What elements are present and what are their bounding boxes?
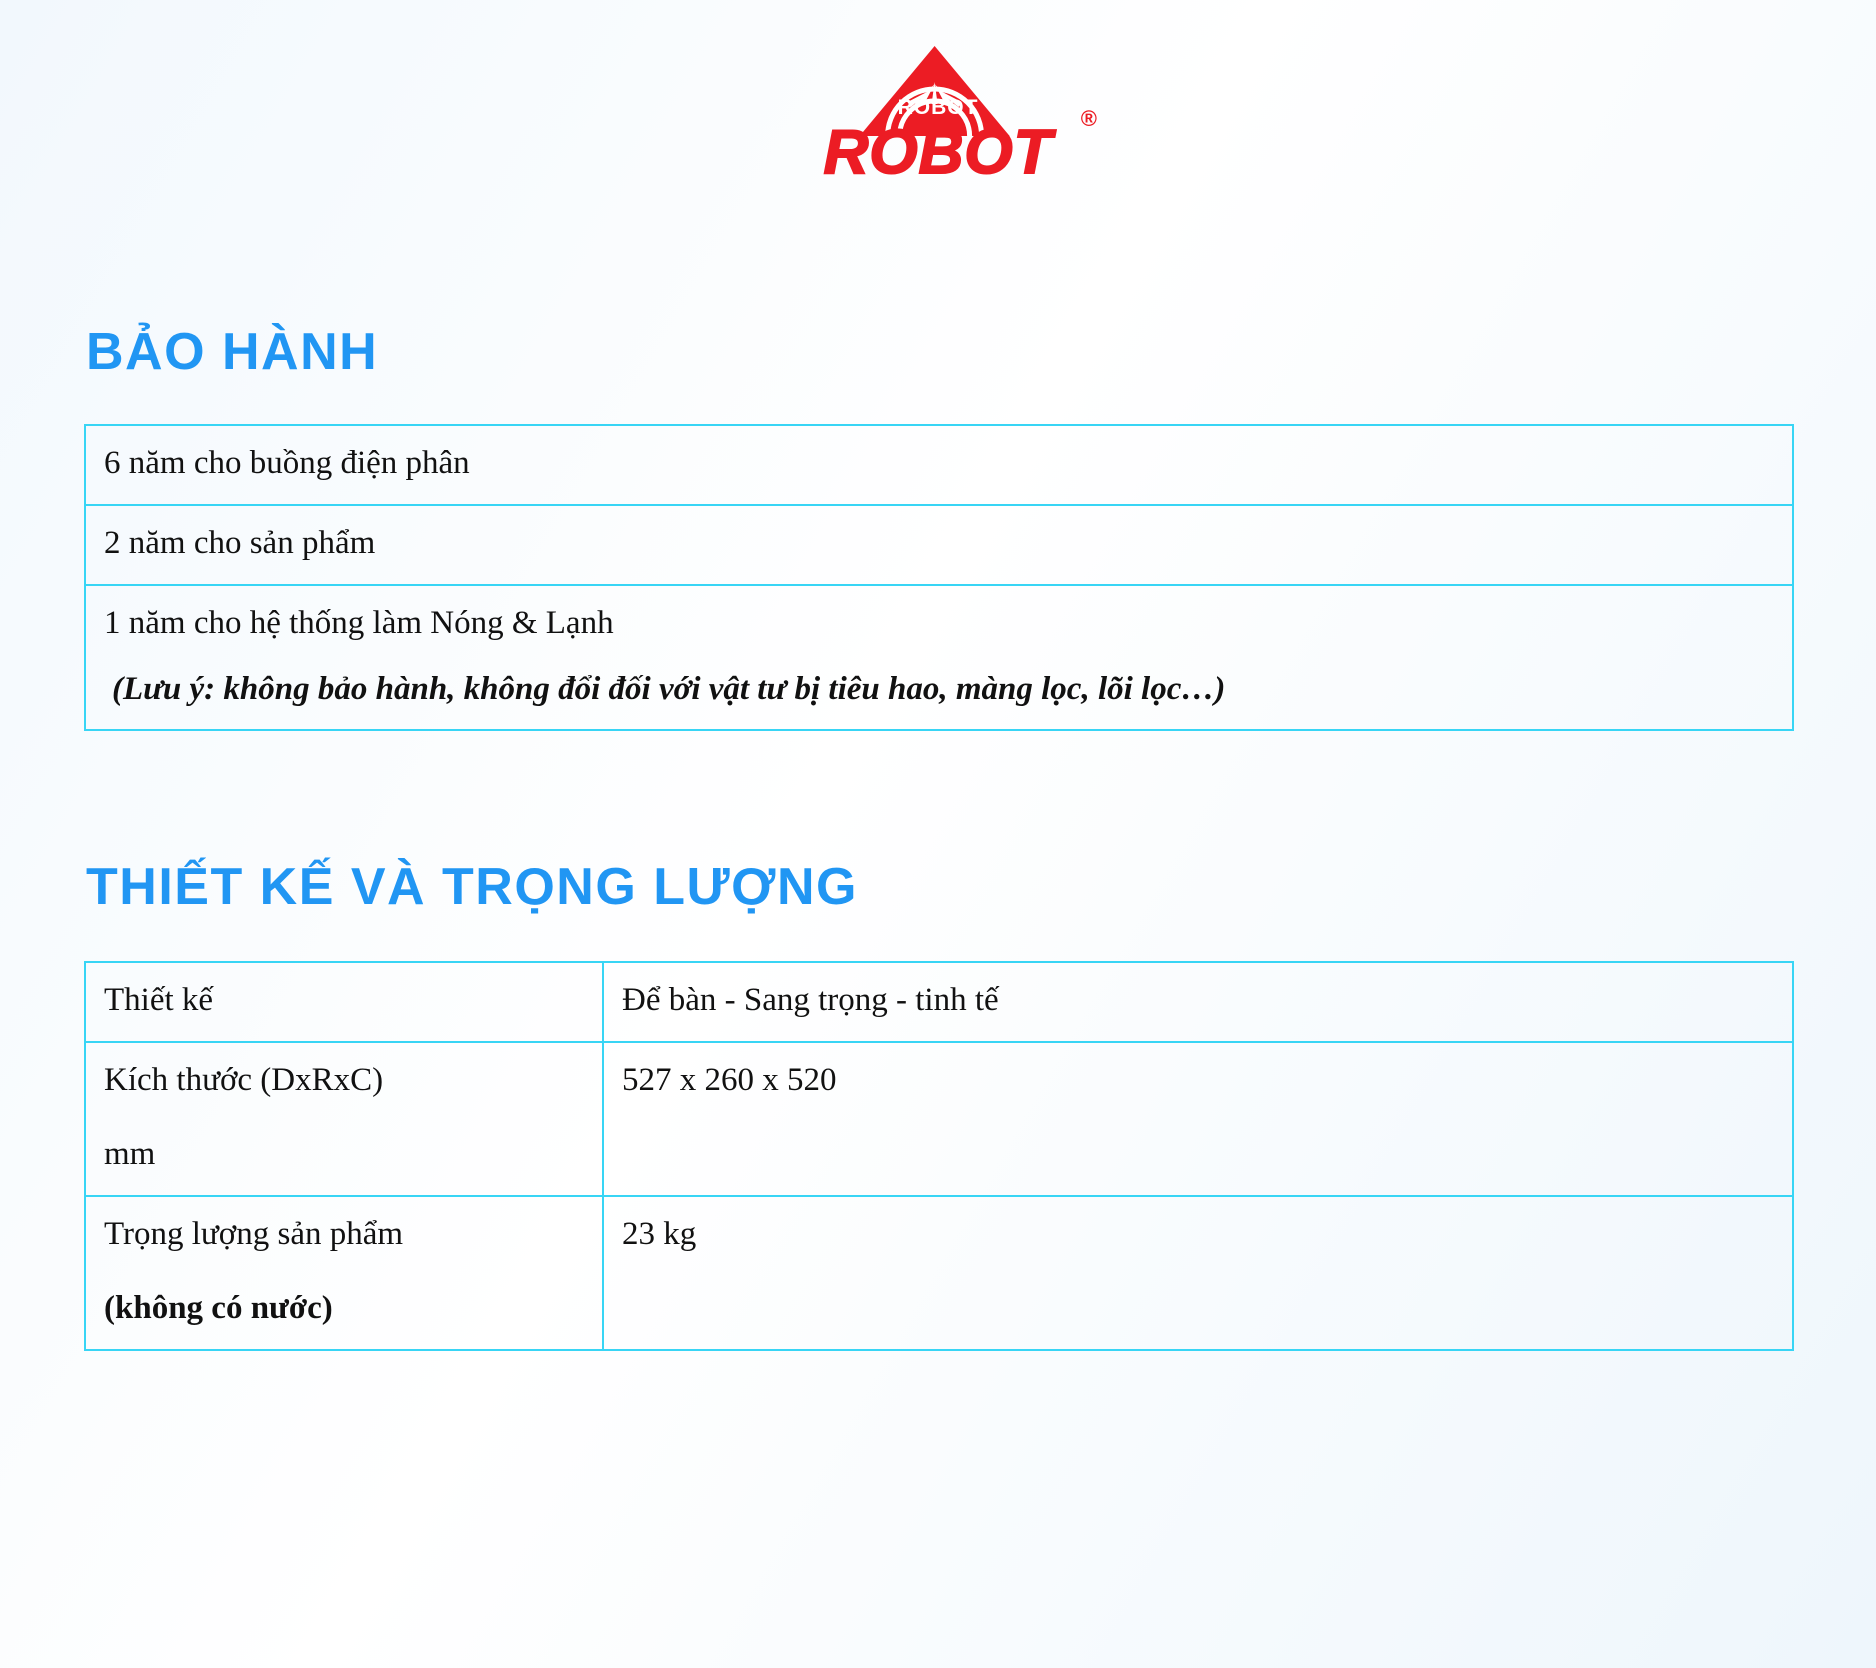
warranty-item-text: 1 năm cho hệ thống làm Nóng & Lạnh [104, 604, 614, 641]
warranty-item-text: 2 năm cho sản phẩm [104, 524, 376, 561]
row-value-text: 23 kg [622, 1215, 697, 1252]
robot-logo [773, 44, 1103, 194]
table-row [85, 585, 1793, 731]
row-label-text: Kích thước (DxRxC) [104, 1062, 384, 1099]
row-label-text: Thiết kế [104, 982, 214, 1019]
design-section-title: THIẾT KẾ VÀ TRỌNG LƯỢNG [86, 858, 858, 917]
design-row-label [85, 962, 603, 1042]
warranty-section-title: BẢO HÀNH [86, 323, 379, 381]
row-label-subtext: mm [104, 1136, 156, 1173]
row-label-text: Trọng lượng sản phẩm [104, 1215, 404, 1252]
row-label-subtext: (không có nước) [104, 1289, 333, 1326]
table-row [85, 505, 1793, 585]
design-weight-table [84, 961, 1794, 1350]
warranty-table [84, 424, 1794, 731]
design-row-label [85, 1042, 603, 1196]
warranty-item-3 [85, 585, 1793, 731]
table-row [85, 1042, 1793, 1196]
logo-inner-label: ROBOT [897, 96, 979, 119]
warranty-note: (Lưu ý: không bảo hành, không đổi đối với vật tư bị tiêu hao, màng lọc, lõi lọc…) [112, 670, 1226, 707]
warranty-item-2 [85, 505, 1793, 585]
table-row [85, 425, 1793, 505]
warranty-item-1 [85, 425, 1793, 505]
design-row-label [85, 1196, 603, 1350]
design-row-value [603, 1042, 1793, 1196]
row-value-text: Để bàn - Sang trọng - tinh tế [622, 982, 999, 1019]
brand-header [0, 0, 1876, 194]
table-row [85, 1196, 1793, 1350]
registered-trademark-icon: ® [1080, 106, 1097, 131]
warranty-item-text: 6 năm cho buồng điện phân [104, 445, 470, 481]
design-row-value [603, 962, 1793, 1042]
row-value-text: 527 x 260 x 520 [622, 1062, 837, 1099]
table-row [85, 962, 1793, 1042]
design-row-value [603, 1196, 1793, 1350]
logo-wordmark: ROBOT [823, 118, 1053, 187]
